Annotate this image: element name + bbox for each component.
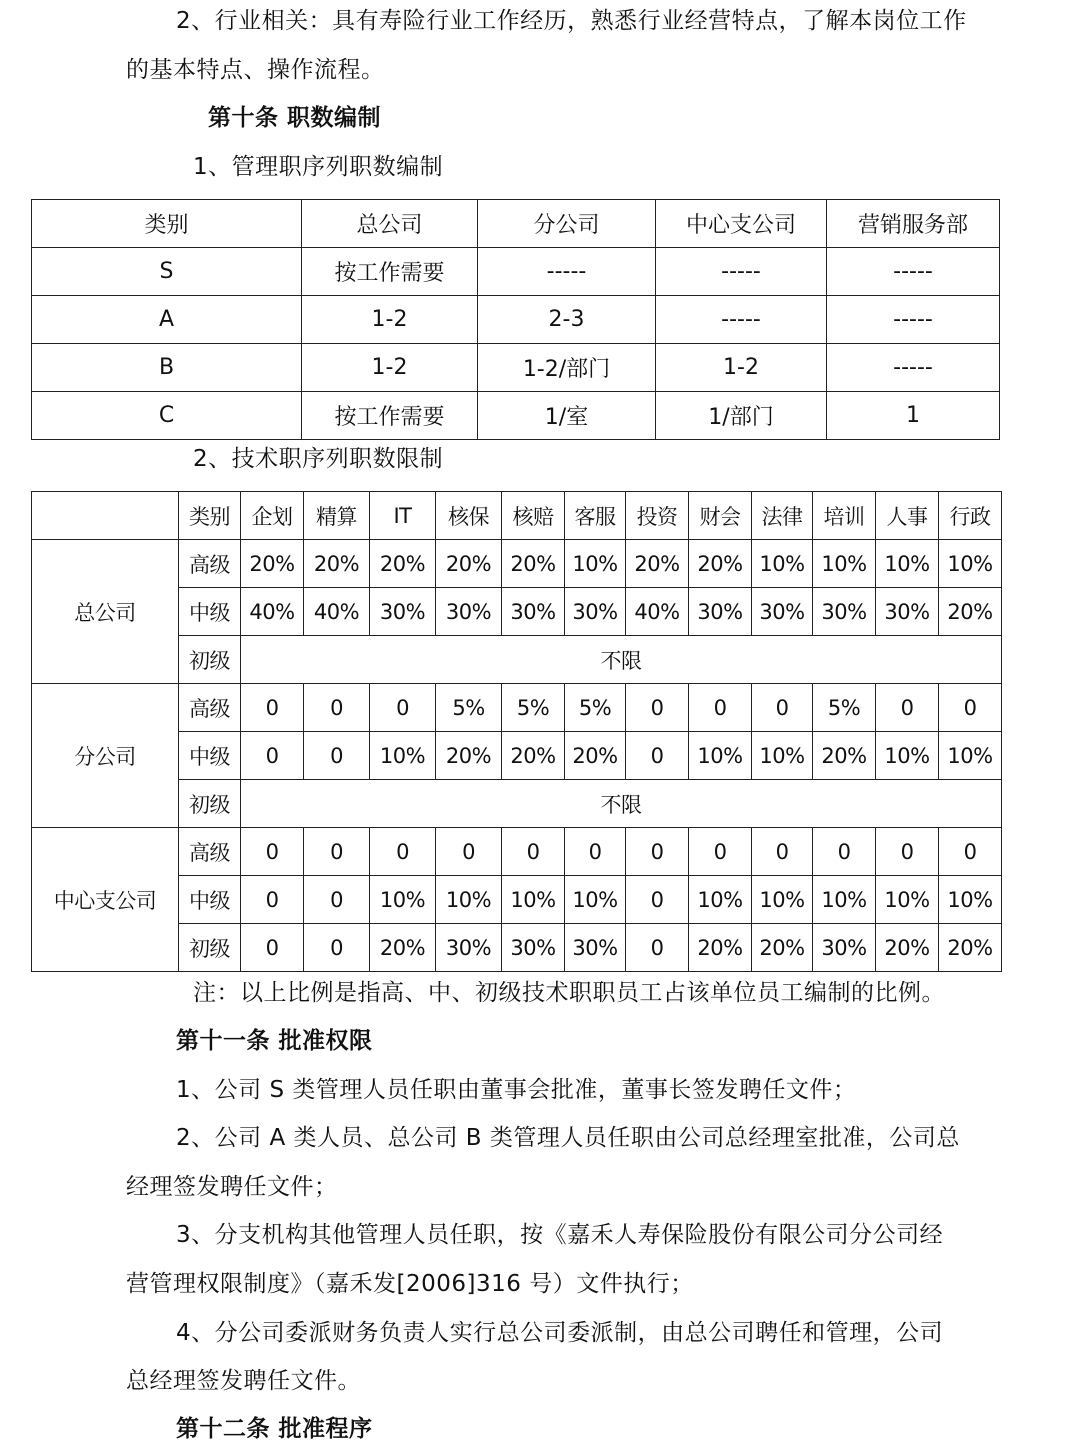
table-cell: 0 — [304, 876, 370, 924]
table-cell: 30% — [876, 588, 939, 636]
table-cell: 20% — [813, 732, 876, 780]
section-heading: 1、管理职序列职数编制 — [193, 154, 444, 180]
column-header: 类别 — [179, 492, 241, 540]
table-cell: 10% — [752, 540, 813, 588]
column-header: 财会 — [689, 492, 752, 540]
table-cell: 20% — [370, 540, 436, 588]
table-cell: 1-2 — [302, 344, 478, 392]
table-cell: A — [32, 296, 302, 344]
table-cell: 20% — [502, 732, 565, 780]
table-cell: 按工作需要 — [302, 392, 478, 440]
table-row — [32, 296, 1000, 344]
table-cell: 0 — [626, 828, 689, 876]
table-cell: 20% — [304, 540, 370, 588]
table-cell: C — [32, 392, 302, 440]
table-cell: 5% — [436, 684, 502, 732]
table-cell: 0 — [752, 684, 813, 732]
table-cell: 10% — [370, 732, 436, 780]
level-label: 高级 — [179, 540, 241, 588]
table-cell: 40% — [241, 588, 304, 636]
table-header-row — [32, 492, 1002, 540]
table-cell: 10% — [876, 732, 939, 780]
column-header: 行政 — [939, 492, 1002, 540]
column-header: IT — [370, 492, 436, 540]
table-cell: 0 — [304, 924, 370, 972]
table-cell: 20% — [939, 924, 1002, 972]
column-header: 核保 — [436, 492, 502, 540]
group-label: 中心支公司 — [32, 828, 179, 972]
table-cell: 10% — [565, 540, 626, 588]
table-cell: B — [32, 344, 302, 392]
paragraph-line: 3、分支机构其他管理人员任职，按《嘉禾人寿保险股份有限公司分公司经 — [176, 1222, 944, 1248]
article-12-heading: 第十二条 批准程序 — [176, 1416, 373, 1442]
column-header: 投资 — [626, 492, 689, 540]
article-11-heading: 第十一条 批准权限 — [176, 1028, 373, 1054]
table-cell: 0 — [241, 828, 304, 876]
table-cell: 10% — [752, 732, 813, 780]
paragraph-line: 总经理签发聘任文件。 — [126, 1368, 361, 1394]
column-header: 客服 — [565, 492, 626, 540]
paragraph-line: 的基本特点、操作流程。 — [126, 57, 385, 83]
column-header: 精算 — [304, 492, 370, 540]
column-header: 总公司 — [302, 200, 478, 248]
table-cell: 0 — [241, 684, 304, 732]
table-cell: 10% — [939, 876, 1002, 924]
level-label: 中级 — [179, 732, 241, 780]
column-header: 营销服务部 — [827, 200, 1000, 248]
table-cell: 5% — [565, 684, 626, 732]
table-cell: ----- — [827, 344, 1000, 392]
table-cell: 0 — [813, 828, 876, 876]
table-cell: 20% — [752, 924, 813, 972]
table-cell: ----- — [478, 248, 656, 296]
table-cell: 20% — [436, 540, 502, 588]
table-cell: ----- — [827, 248, 1000, 296]
table-cell: 20% — [939, 588, 1002, 636]
table-row — [32, 248, 1000, 296]
table-cell: 10% — [813, 540, 876, 588]
group-label: 总公司 — [32, 540, 179, 684]
table-cell: 0 — [689, 684, 752, 732]
table-note: 注：以上比例是指高、中、初级技术职职员工占该单位员工编制的比例。 — [193, 980, 945, 1006]
table-cell: 10% — [565, 876, 626, 924]
level-label: 初级 — [179, 924, 241, 972]
unlimited-cell: 不限 — [241, 636, 1002, 684]
table-cell: 10% — [752, 876, 813, 924]
table-cell: 0 — [939, 684, 1002, 732]
section-heading: 2、技术职序列职数限制 — [193, 446, 444, 472]
table-cell: 0 — [370, 684, 436, 732]
column-header: 核赔 — [502, 492, 565, 540]
level-label: 初级 — [179, 636, 241, 684]
table-cell: 10% — [939, 732, 1002, 780]
table-cell: 0 — [241, 732, 304, 780]
level-label: 初级 — [179, 780, 241, 828]
table-cell: 1-2 — [656, 344, 827, 392]
table-cell: 0 — [502, 828, 565, 876]
table-cell: 0 — [241, 876, 304, 924]
table-cell: 30% — [565, 588, 626, 636]
table-header-row — [32, 200, 1000, 248]
table-cell: 20% — [436, 732, 502, 780]
table-cell: 10% — [939, 540, 1002, 588]
group-label: 分公司 — [32, 684, 179, 828]
level-label: 高级 — [179, 828, 241, 876]
table-cell: 30% — [565, 924, 626, 972]
table-cell: 0 — [304, 684, 370, 732]
table-cell: 10% — [813, 876, 876, 924]
paragraph-line: 营管理权限制度》（嘉禾发[2006]316 号）文件执行； — [126, 1271, 694, 1297]
table-cell: 0 — [626, 924, 689, 972]
table-cell: 0 — [436, 828, 502, 876]
level-label: 中级 — [179, 588, 241, 636]
table-cell: 2-3 — [478, 296, 656, 344]
table-cell: 0 — [752, 828, 813, 876]
table-cell: 5% — [502, 684, 565, 732]
column-header: 中心支公司 — [656, 200, 827, 248]
column-header: 类别 — [32, 200, 302, 248]
article-10-heading: 第十条 职数编制 — [208, 105, 382, 131]
level-label: 高级 — [179, 684, 241, 732]
management-quota-table — [31, 199, 1000, 440]
paragraph-line: 经理签发聘任文件； — [126, 1174, 338, 1200]
table-cell: 30% — [436, 588, 502, 636]
paragraph-line: 2、行业相关：具有寿险行业工作经历，熟悉行业经营特点，了解本岗位工作 — [176, 8, 967, 34]
table-row — [32, 392, 1000, 440]
table-cell: 30% — [689, 588, 752, 636]
table-cell: 30% — [502, 588, 565, 636]
table-cell: ----- — [656, 248, 827, 296]
table-cell: 0 — [626, 684, 689, 732]
table-cell: 10% — [436, 876, 502, 924]
column-header: 企划 — [241, 492, 304, 540]
table-cell: 0 — [304, 732, 370, 780]
table-cell: ----- — [827, 296, 1000, 344]
corner-cell — [32, 492, 179, 540]
table-cell: 0 — [876, 684, 939, 732]
column-header: 人事 — [876, 492, 939, 540]
table-cell: 10% — [502, 876, 565, 924]
table-cell: 40% — [626, 588, 689, 636]
table-cell: 0 — [626, 876, 689, 924]
table-cell: 20% — [626, 540, 689, 588]
table-cell: 1 — [827, 392, 1000, 440]
table-cell: 30% — [370, 588, 436, 636]
table-cell: 0 — [939, 828, 1002, 876]
table-cell: 20% — [241, 540, 304, 588]
paragraph-line: 1、公司 S 类管理人员任职由董事会批准，董事长签发聘任文件； — [176, 1077, 857, 1103]
table-cell: 20% — [502, 540, 565, 588]
table-cell: 30% — [502, 924, 565, 972]
table-cell: 1-2/部门 — [478, 344, 656, 392]
column-header: 法律 — [752, 492, 813, 540]
table-cell: 20% — [370, 924, 436, 972]
paragraph-line: 2、公司 A 类人员、总公司 B 类管理人员任职由公司总经理室批准，公司总 — [176, 1125, 960, 1151]
table-cell: 30% — [436, 924, 502, 972]
table-cell: 0 — [304, 828, 370, 876]
table-cell: 1/室 — [478, 392, 656, 440]
table-cell: 30% — [752, 588, 813, 636]
table-cell: 0 — [626, 732, 689, 780]
table-cell: 0 — [876, 828, 939, 876]
table-row — [32, 540, 1002, 588]
table-cell: 20% — [689, 924, 752, 972]
paragraph-line: 4、分公司委派财务负责人实行总公司委派制，由总公司聘任和管理，公司 — [176, 1320, 944, 1346]
table-cell: 10% — [689, 876, 752, 924]
table-cell: 0 — [370, 828, 436, 876]
column-header: 分公司 — [478, 200, 656, 248]
table-cell: 10% — [876, 876, 939, 924]
table-cell: 0 — [565, 828, 626, 876]
table-cell: 10% — [689, 732, 752, 780]
table-cell: 0 — [241, 924, 304, 972]
table-row — [32, 828, 1002, 876]
table-row — [32, 344, 1000, 392]
table-cell: 40% — [304, 588, 370, 636]
level-label: 中级 — [179, 876, 241, 924]
table-cell: 30% — [813, 924, 876, 972]
table-cell: 按工作需要 — [302, 248, 478, 296]
table-cell: 10% — [876, 540, 939, 588]
table-cell: 10% — [370, 876, 436, 924]
table-cell: 20% — [876, 924, 939, 972]
unlimited-cell: 不限 — [241, 780, 1002, 828]
table-cell: 1/部门 — [656, 392, 827, 440]
table-cell: 20% — [689, 540, 752, 588]
table-cell: 5% — [813, 684, 876, 732]
table-cell: ----- — [656, 296, 827, 344]
technical-quota-table — [31, 491, 1002, 972]
column-header: 培训 — [813, 492, 876, 540]
table-cell: S — [32, 248, 302, 296]
table-cell: 1-2 — [302, 296, 478, 344]
table-cell: 0 — [689, 828, 752, 876]
table-cell: 20% — [565, 732, 626, 780]
table-cell: 30% — [813, 588, 876, 636]
table-row — [32, 684, 1002, 732]
